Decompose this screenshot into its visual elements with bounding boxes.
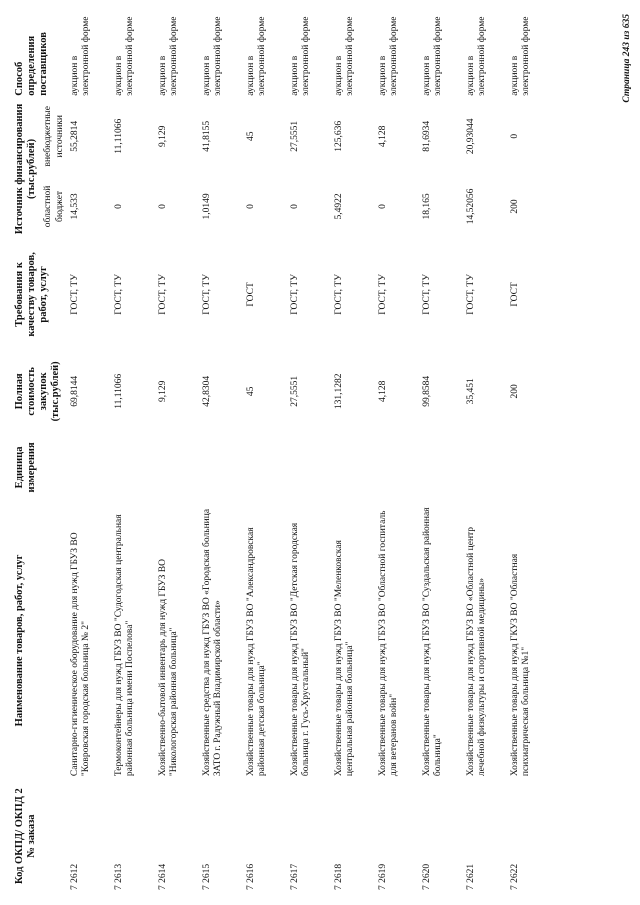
row-cost: 35,451 <box>466 378 476 405</box>
row-requirements: ГОСТ, ТУ <box>422 274 432 315</box>
row-unit <box>68 433 112 502</box>
row-unit <box>332 433 376 502</box>
row-method: аукцион в электронной форме <box>466 16 487 96</box>
header-cost: Полная стоимость закупок (тыс.рублей) <box>14 361 61 422</box>
header-funding: Источник финансирования (тыс.рублей) <box>14 103 37 235</box>
row-code: 7 2616 <box>246 863 256 890</box>
row-requirements: ГОСТ, ТУ <box>378 274 388 315</box>
row-unit <box>156 433 200 502</box>
row-requirements: ГОСТ, ТУ <box>114 274 124 315</box>
row-code: 7 2618 <box>334 863 344 890</box>
row-name: Хозяйственные средства для нужд ГБУЗ ВО «Городская больница ЗАТО г. Радужный Владимирской области» <box>202 508 223 777</box>
row-funding-regional: 0 <box>290 204 300 209</box>
row-funding-extra: 11,11066 <box>114 118 124 154</box>
row-requirements: ГОСТ <box>510 282 520 307</box>
header-funding-extra: внебюджетные источники <box>43 105 65 167</box>
row-funding-extra: 81,6934 <box>422 120 432 152</box>
row-name: Хозяйственные товары для нужд ГБУЗ ВО "Областной госпиталь для ветеранов войн" <box>378 510 399 777</box>
row-funding-regional: 18,165 <box>422 193 432 220</box>
header-code: Код ОКПД/ ОКПД 2 № заказа <box>14 788 37 884</box>
row-method: аукцион в электронной форме <box>70 16 91 96</box>
row-method: аукцион в электронной форме <box>158 16 179 96</box>
row-unit <box>200 433 244 502</box>
row-unit <box>244 433 288 502</box>
row-method: аукцион в электронной форме <box>114 16 135 96</box>
row-code: 7 2619 <box>378 863 388 890</box>
row-unit <box>112 433 156 502</box>
row-funding-extra: 55,2814 <box>70 120 80 152</box>
header-requirements: Требования к качеству товаров, работ, услуг <box>14 252 49 337</box>
row-unit <box>464 433 508 502</box>
table-row <box>420 13 464 893</box>
page-number: Страница 243 из 635 <box>622 14 632 103</box>
header-unit: Единица измерения <box>14 442 37 493</box>
row-cost: 99,8584 <box>422 375 432 407</box>
row-code: 7 2613 <box>114 863 124 890</box>
row-name: Хозяйственные товары для нужд ГБУЗ ВО "Суздальская районная больница" <box>422 507 443 777</box>
row-code: 7 2615 <box>202 863 212 890</box>
row-funding-regional: 14,533 <box>70 193 80 220</box>
row-requirements: ГОСТ, ТУ <box>158 274 168 315</box>
row-code: 7 2612 <box>70 863 80 890</box>
table-row <box>156 13 200 893</box>
row-cost: 42,8304 <box>202 375 212 407</box>
row-cost: 69,8144 <box>70 375 80 407</box>
row-funding-extra: 4,128 <box>378 125 388 147</box>
row-funding-extra: 0 <box>510 133 520 139</box>
row-unit <box>508 433 552 502</box>
row-cost: 131,1282 <box>334 373 344 410</box>
row-method: аукцион в электронной форме <box>202 16 223 96</box>
table-row <box>288 13 332 893</box>
row-method: аукцион в электронной форме <box>422 16 443 96</box>
row-name: Хозяйственные товары для нужд ГКУЗ ВО "Областная психиатрическая больница №1" <box>510 553 531 777</box>
table-row <box>464 13 508 893</box>
procurement-table <box>12 13 552 893</box>
row-method: аукцион в электронной форме <box>334 16 355 96</box>
row-method: аукцион в электронной форме <box>246 16 267 96</box>
row-requirements: ГОСТ, ТУ <box>202 274 212 315</box>
row-funding-regional: 5,4922 <box>334 193 344 220</box>
row-code: 7 2617 <box>290 863 300 890</box>
row-funding-extra: 9,129 <box>158 125 168 147</box>
row-cost: 9,129 <box>158 380 168 403</box>
row-name: Хозяйственные товары для нужд ГБУЗ ВО «Областной центр лечебной физкультуры и спортивной медицины» <box>466 526 487 777</box>
row-code: 7 2622 <box>510 863 520 890</box>
row-method: аукцион в электронной форме <box>510 16 531 96</box>
row-unit <box>420 433 464 502</box>
row-funding-extra: 45 <box>246 131 256 141</box>
table-row <box>200 13 244 893</box>
row-name: Термоконтейнеры для нужд ГБУЗ ВО "Судогодская центральная районная больница имени Поспелова" <box>114 514 135 777</box>
row-funding-extra: 20,93044 <box>466 118 476 155</box>
row-name: Хозяйственные товары для нужд ГБУЗ ВО "Детская городская больница г. Гусь-Хрустальный" <box>290 522 311 777</box>
row-unit <box>288 433 332 502</box>
row-funding-extra: 41,8155 <box>202 120 212 152</box>
row-requirements: ГОСТ, ТУ <box>70 274 80 315</box>
header-funding-regional: областной бюджет <box>43 185 65 228</box>
table-row <box>244 13 288 893</box>
row-funding-regional: 0 <box>246 204 256 209</box>
table-row <box>112 13 156 893</box>
row-funding-regional: 0 <box>158 204 168 209</box>
row-name: Хозяйственно-бытовой инвентарь для нужд ГБУЗ ВО "Никологорская районная больница" <box>158 559 179 777</box>
header-method: Способ определения поставщиков <box>14 32 49 96</box>
row-cost: 27,5551 <box>290 375 300 407</box>
row-code: 7 2620 <box>422 863 432 890</box>
row-funding-regional: 1,0149 <box>202 193 212 220</box>
row-name: Санитарно-гигиеническое оборудование для нужд ГБУЗ ВО "Ковровская городская больница № 2" <box>70 532 91 777</box>
table-row <box>332 13 376 893</box>
header-name: Наименование товаров, работ, услуг <box>14 554 25 727</box>
row-requirements: ГОСТ, ТУ <box>290 274 300 315</box>
row-name: Хозяйственные товары для нужд ГБУЗ ВО "Александровская районная детская больница" <box>246 527 267 777</box>
row-cost: 4,128 <box>378 380 388 403</box>
row-funding-extra: 125,636 <box>334 120 344 152</box>
row-method: аукцион в электронной форме <box>290 16 311 96</box>
row-funding-regional: 200 <box>510 199 520 214</box>
row-cost: 200 <box>510 384 520 399</box>
row-cost: 11,11066 <box>114 373 124 409</box>
row-requirements: ГОСТ <box>246 282 256 307</box>
row-funding-regional: 14,52056 <box>466 188 476 225</box>
table-row <box>376 13 420 893</box>
row-funding-extra: 27,5551 <box>290 120 300 152</box>
row-requirements: ГОСТ, ТУ <box>334 274 344 315</box>
row-code: 7 2621 <box>466 863 476 890</box>
row-method: аукцион в электронной форме <box>378 16 399 96</box>
row-funding-regional: 0 <box>114 204 124 209</box>
row-code: 7 2614 <box>158 863 168 890</box>
row-funding-regional: 0 <box>378 204 388 209</box>
table-row <box>68 13 112 893</box>
row-requirements: ГОСТ, ТУ <box>466 274 476 315</box>
row-unit <box>376 433 420 502</box>
table-row <box>508 13 552 893</box>
row-name: Хозяйственные товары для нужд ГБУЗ ВО "Меленковская центральная районная больница" <box>334 540 355 777</box>
row-cost: 45 <box>246 386 256 397</box>
